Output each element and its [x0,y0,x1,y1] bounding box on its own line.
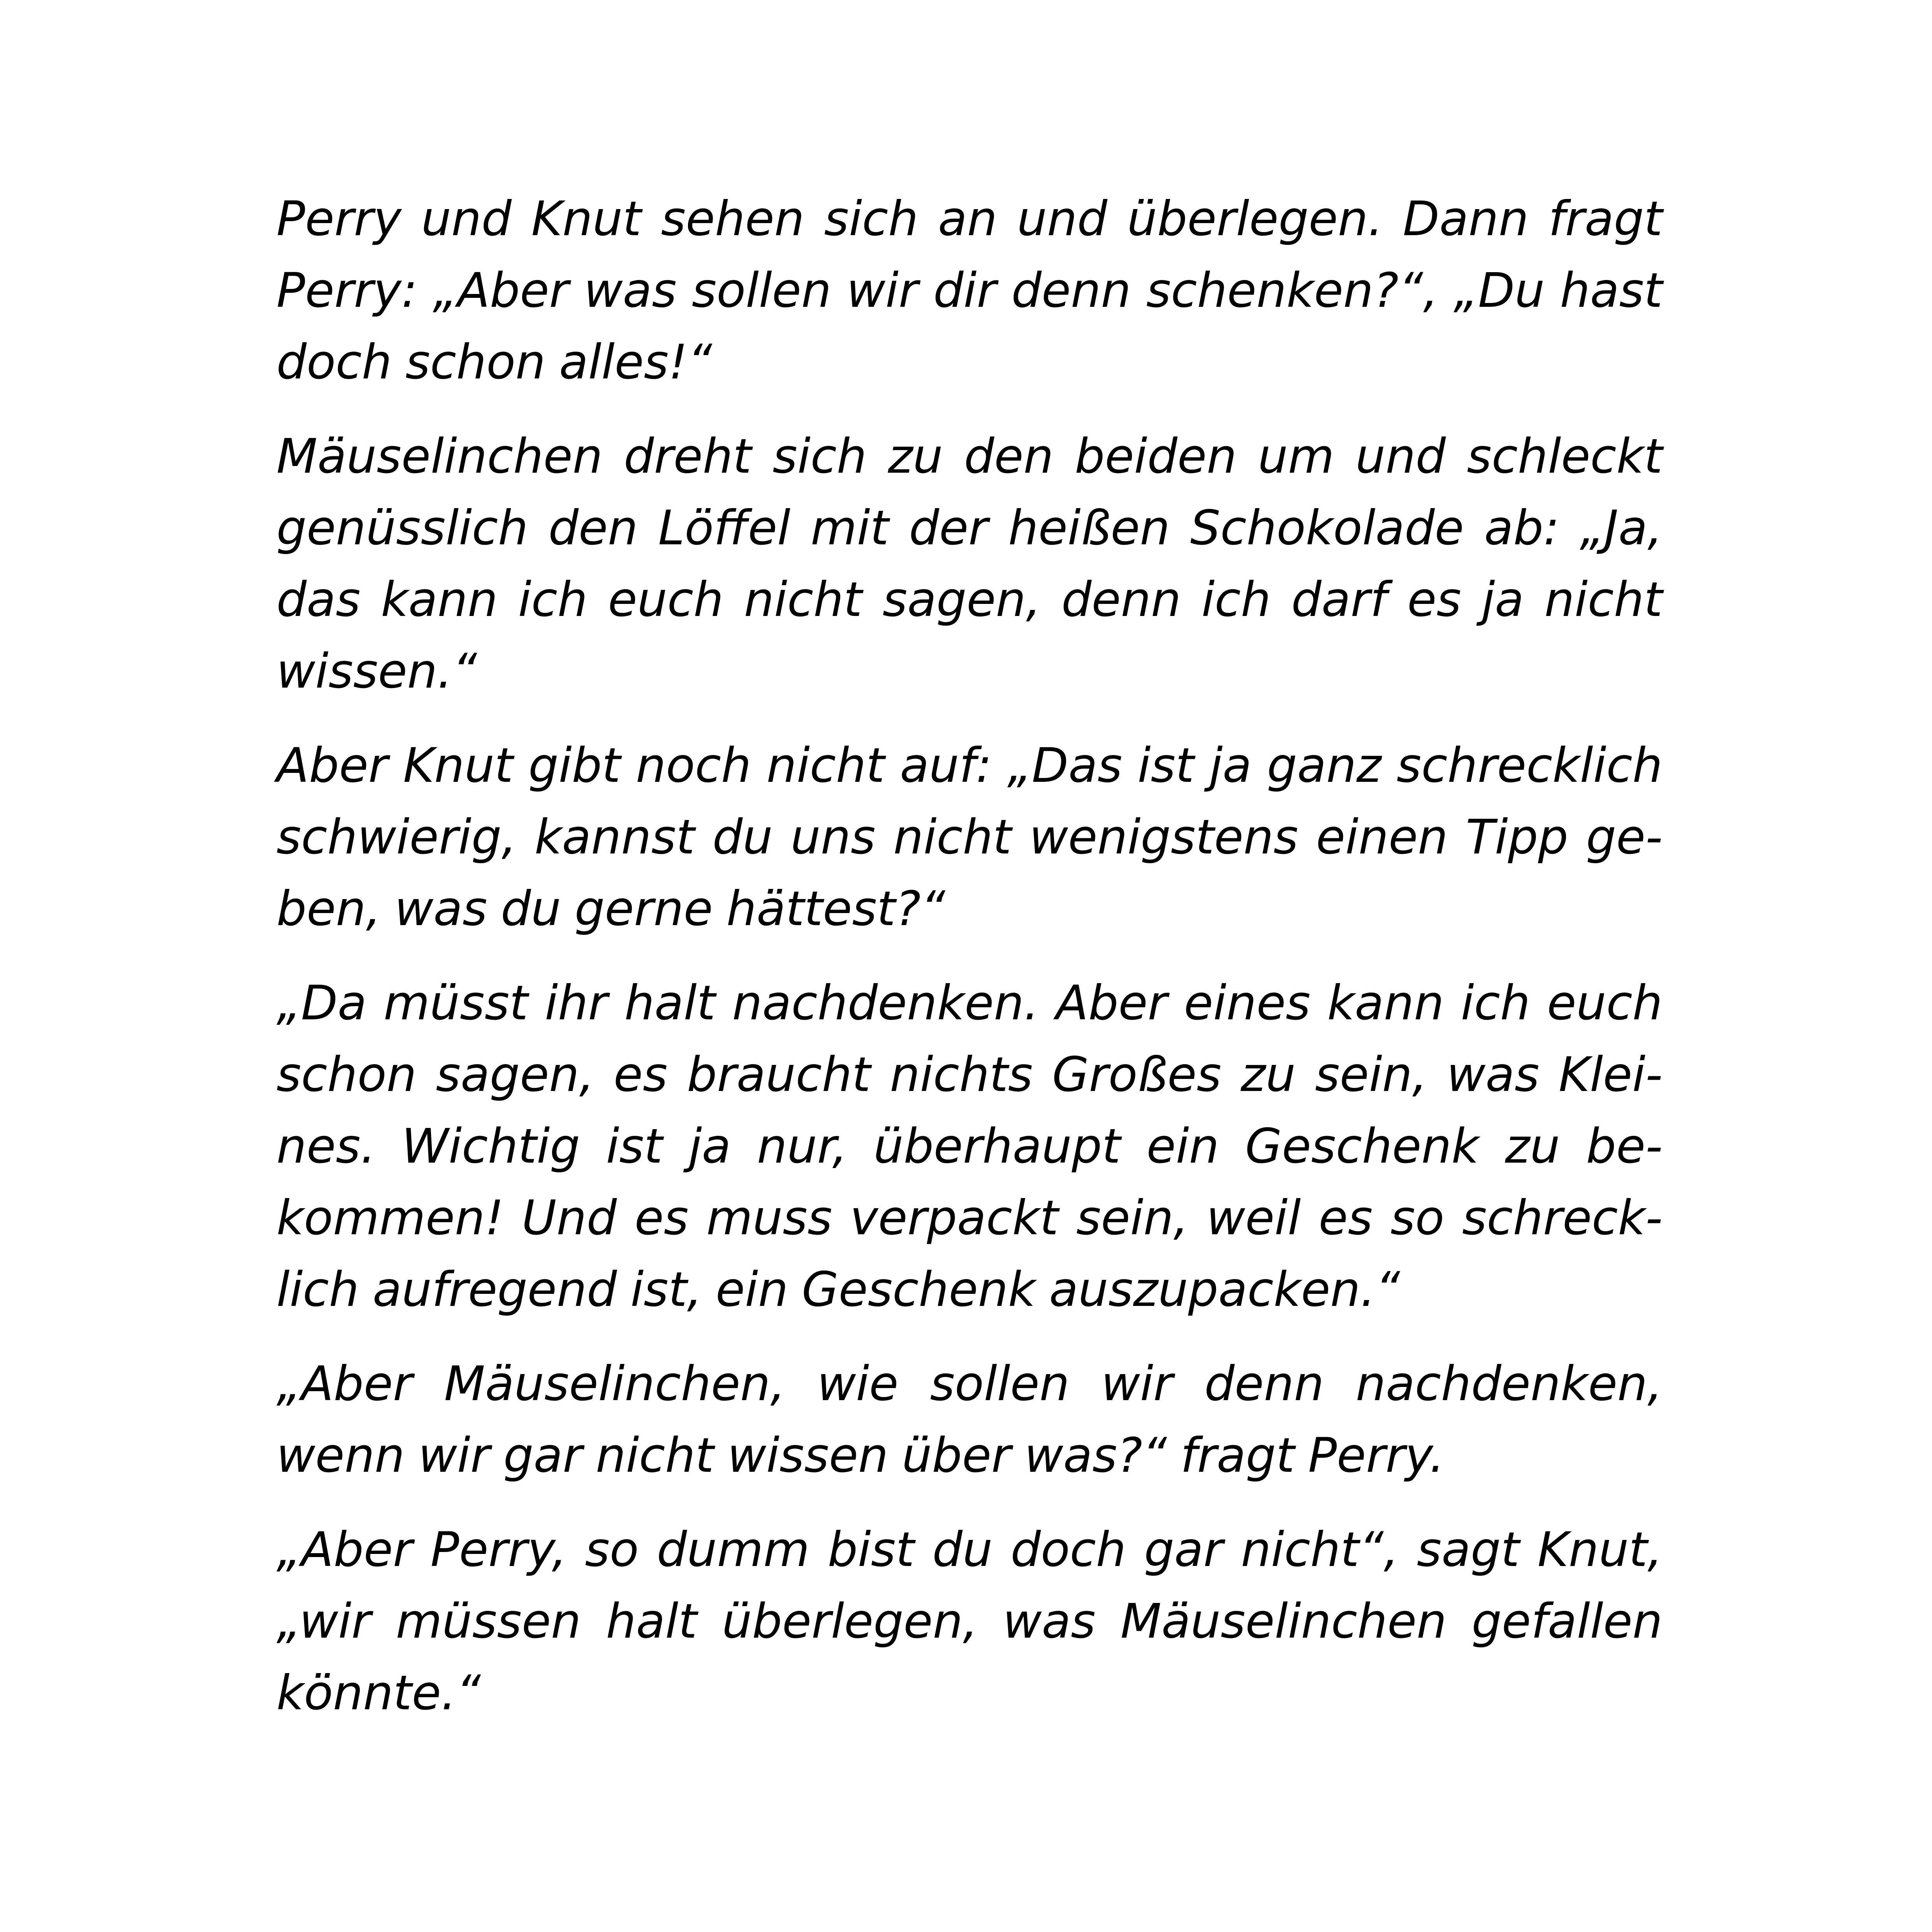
text-line: genüsslich den Löffel mit der heißen Schokolade ab: „Ja, [276,500,1663,556]
text-line: wenn wir gar nicht wissen über was?“ fragt Perry. [276,1428,1445,1483]
text-line: Aber Knut gibt noch nicht auf: „Das ist ja ganz schrecklich [276,738,1663,793]
paragraph-6 [276,1514,1663,1729]
text-line: „Aber Mäuselinchen, wie sollen wir denn nachdenken, [276,1356,1663,1411]
paragraph-1 [276,183,1663,398]
text-line: Mäuselinchen dreht sich zu den beiden um und schleckt [276,429,1663,484]
text-line: „Da müsst ihr halt nachdenken. Aber eines kann ich euch [276,975,1663,1031]
text-line: ben, was du gerne hättest?“ [276,881,945,936]
text-line: „wir müssen halt überlegen, was Mäuselinchen gefallen [276,1594,1663,1649]
text-line: schwierig, kannst du uns nicht wenigstens einen Tipp ge- [276,809,1663,865]
text-line: nes. Wichtig ist ja nur, überhaupt ein Geschenk zu be- [276,1119,1663,1174]
paragraph-2 [276,421,1663,707]
paragraph-5 [276,1348,1663,1491]
text-line: lich aufregend ist, ein Geschenk auszupacken.“ [276,1262,1400,1317]
text-line: könnte.“ [276,1665,481,1721]
paragraph-4 [276,967,1663,1325]
text-line: Perry und Knut sehen sich an und überlegen. Dann fragt [276,191,1663,246]
text-line: das kann ich euch nicht sagen, denn ich darf es ja nicht [276,572,1663,627]
text-line: wissen.“ [276,644,477,699]
text-line: kommen! Und es muss verpackt sein, weil es so schreck- [276,1190,1663,1246]
paragraph-3 [276,730,1663,945]
story-text [276,183,1663,1751]
text-line: doch schon alles!“ [276,334,713,390]
text-line: schon sagen, es braucht nichts Großes zu sein, was Klei- [276,1047,1663,1102]
text-line: Perry: „Aber was sollen wir dir denn schenken?“, „Du hast [276,263,1663,318]
text-line: „Aber Perry, so dumm bist du doch gar nicht“, sagt Knut, [276,1522,1663,1577]
